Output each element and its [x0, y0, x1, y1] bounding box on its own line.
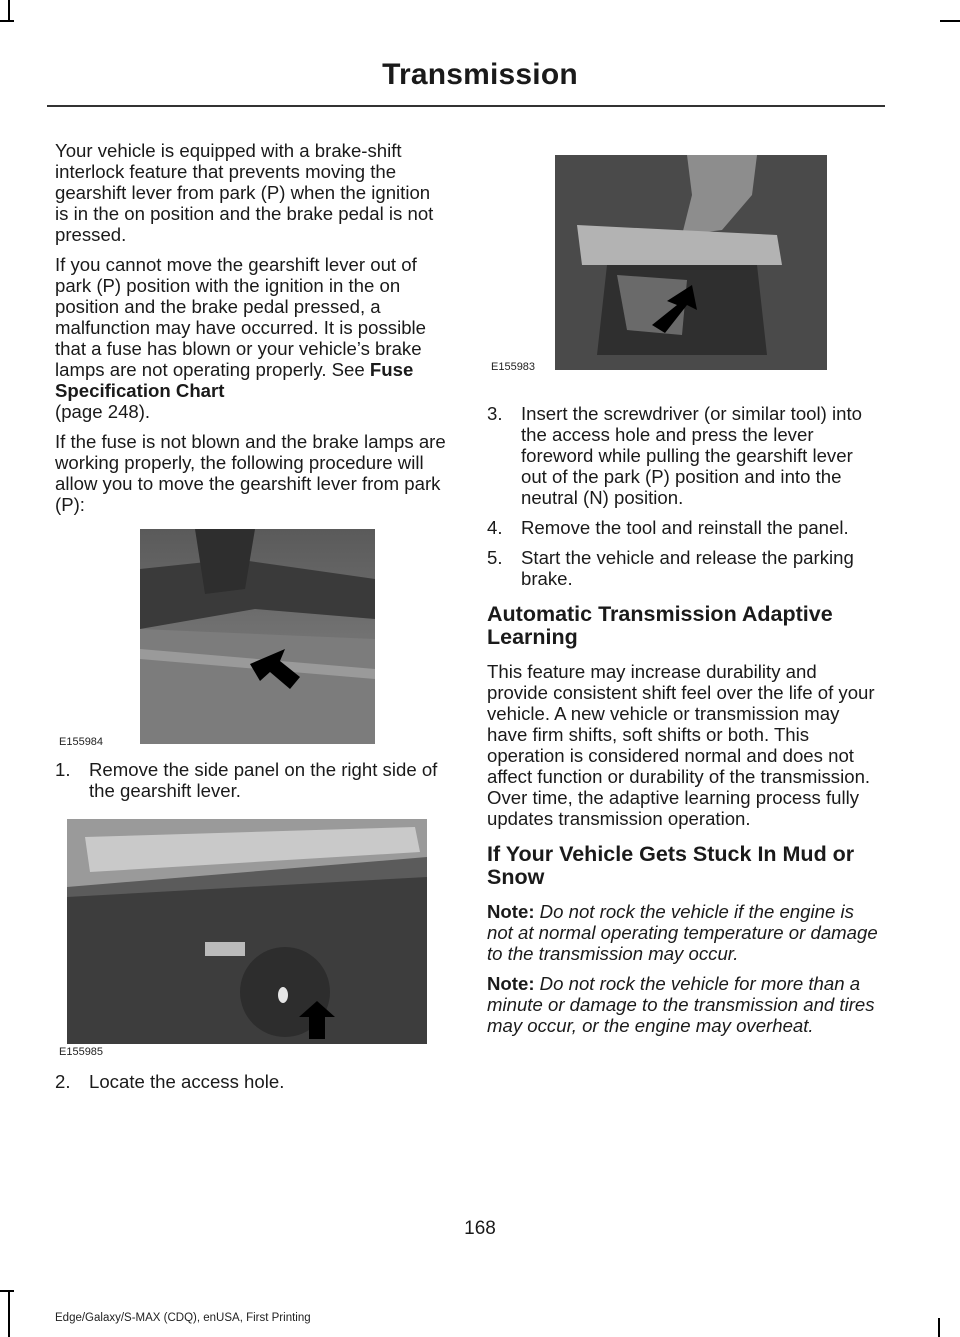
figure-code: E155985	[59, 1046, 104, 1057]
section-heading-adaptive-learning: Automatic Transmission Adaptive Learning	[487, 602, 833, 649]
figure-code: E155983	[491, 361, 536, 373]
left-column	[55, 140, 447, 1101]
note-engine-temperature: Note: Do not rock the vehicle if the engine is not at normal operating temperature or damage to the transmission may occur.	[487, 901, 878, 964]
step-list-left	[55, 759, 447, 801]
page-reference: (page 248).	[55, 401, 151, 422]
access-hole-illustration	[55, 817, 427, 1057]
list-item: 4. Remove the tool and reinstall the panel.	[487, 517, 849, 538]
list-item: 1. Remove the side panel on the right side of the gearshift lever.	[55, 759, 438, 801]
malfunction-paragraph: If you cannot move the gearshift lever out of park (P) position with the ignition in the on position and the brake pedal pressed, a malfunction may have occurred. It is possible that a fuse has blown or your vehicle’s brake lamps are not operating properly. See Fuse Specification Chart (page 248).	[55, 254, 427, 422]
publication-info: Edge/Galaxy/S-MAX (CDQ), enUSA, First Printing	[55, 1312, 311, 1324]
figure-insert-tool	[487, 155, 882, 405]
crop-mark	[0, 1290, 14, 1292]
procedure-paragraph: If the fuse is not blown and the brake lamps are working properly, the following procedure will allow you to move the gearshift lever from park (P):	[55, 431, 446, 515]
section-heading-stuck: If Your Vehicle Gets Stuck In Mud or Snow	[487, 842, 855, 889]
crop-mark	[0, 20, 14, 22]
note-rocking-duration: Note: Do not rock the vehicle for more than a minute or damage to the transmission and tires may occur, or the engine may overheat.	[487, 973, 875, 1036]
list-item: 2. Locate the access hole.	[55, 1071, 285, 1092]
page-title: Transmission	[382, 58, 578, 91]
figure-code: E155984	[59, 736, 104, 748]
intro-paragraph: Your vehicle is equipped with a brake-shift interlock feature that prevents moving the gearshift lever from park (P) when the ignition is in the on position and the brake pedal is not pressed.	[55, 140, 434, 245]
side-panel-illustration	[55, 529, 375, 749]
header-divider	[47, 105, 885, 107]
crop-mark	[8, 1290, 10, 1337]
insert-tool-illustration	[487, 155, 827, 405]
page-number: 168	[464, 1218, 496, 1239]
crop-mark	[940, 20, 960, 22]
figure-access-hole	[55, 817, 447, 1057]
step-list-left-2	[55, 1071, 447, 1092]
right-column	[487, 155, 882, 1045]
figure-side-panel	[55, 529, 447, 749]
step-list-right	[487, 403, 882, 589]
crop-mark	[938, 1318, 940, 1337]
list-item: 5. Start the vehicle and release the parking brake.	[487, 547, 854, 589]
fuse-chart-link[interactable]: Fuse Specification Chart	[55, 359, 414, 401]
adaptive-learning-paragraph: This feature may increase durability and provide consistent shift feel over the life of your vehicle. A new vehicle or transmission may have firm shifts, soft shifts or both. This operation is considered normal and does not affect function or durability of the transmission. Over time, the adaptive learning process fully updates transmission operation.	[487, 661, 875, 829]
list-item: 3. Insert the screwdriver (or similar tool) into the access hole and press the lever foreword while pulling the gearshift lever out of the park (P) position and into the neutral (N) position.	[487, 403, 862, 508]
crop-mark	[8, 0, 10, 20]
